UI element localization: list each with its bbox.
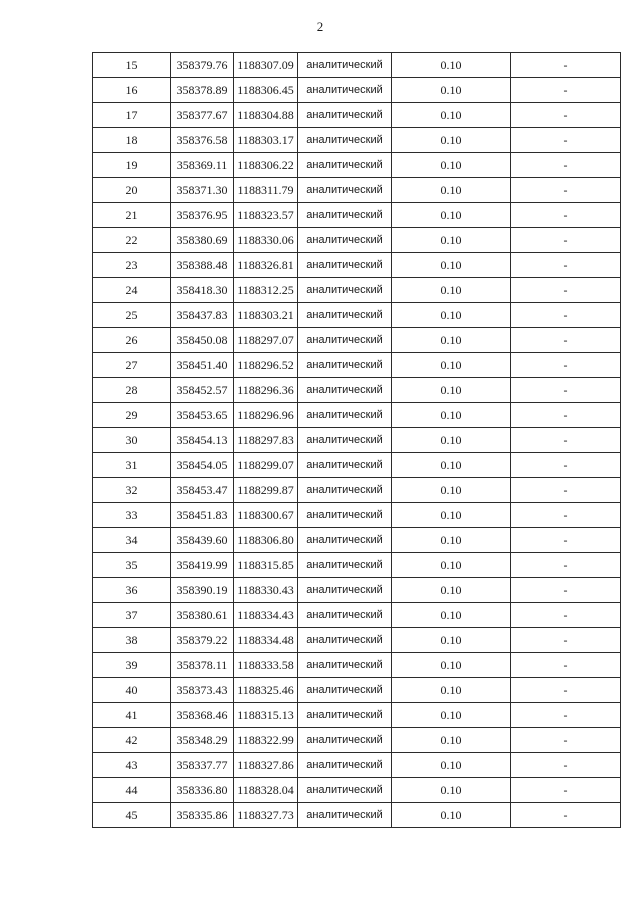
cell-coord-y: 1188315.13 xyxy=(234,703,298,728)
table-row xyxy=(93,728,621,753)
cell-method: аналитический xyxy=(298,403,392,428)
cell-coord-y: 1188330.43 xyxy=(234,578,298,603)
cell-coord-y: 1188307.09 xyxy=(234,53,298,78)
cell-coord-x: 358454.05 xyxy=(171,453,234,478)
cell-accuracy: 0.10 xyxy=(392,203,511,228)
cell-note: - xyxy=(511,703,621,728)
cell-method: аналитический xyxy=(298,603,392,628)
cell-method: аналитический xyxy=(298,553,392,578)
cell-note: - xyxy=(511,478,621,503)
cell-note: - xyxy=(511,78,621,103)
cell-accuracy: 0.10 xyxy=(392,178,511,203)
table-row xyxy=(93,153,621,178)
cell-accuracy: 0.10 xyxy=(392,678,511,703)
cell-point-number: 42 xyxy=(93,728,171,753)
cell-accuracy: 0.10 xyxy=(392,778,511,803)
table-row xyxy=(93,378,621,403)
cell-method: аналитический xyxy=(298,228,392,253)
cell-note: - xyxy=(511,128,621,153)
table-row xyxy=(93,428,621,453)
cell-coord-x: 358437.83 xyxy=(171,303,234,328)
cell-note: - xyxy=(511,228,621,253)
cell-coord-y: 1188299.87 xyxy=(234,478,298,503)
cell-note: - xyxy=(511,453,621,478)
cell-method: аналитический xyxy=(298,578,392,603)
cell-coord-x: 358377.67 xyxy=(171,103,234,128)
cell-point-number: 43 xyxy=(93,753,171,778)
cell-coord-y: 1188327.86 xyxy=(234,753,298,778)
table-row xyxy=(93,353,621,378)
cell-point-number: 15 xyxy=(93,53,171,78)
cell-note: - xyxy=(511,753,621,778)
cell-accuracy: 0.10 xyxy=(392,628,511,653)
cell-point-number: 21 xyxy=(93,203,171,228)
cell-coord-y: 1188334.48 xyxy=(234,628,298,653)
cell-coord-y: 1188306.22 xyxy=(234,153,298,178)
table-row xyxy=(93,53,621,78)
cell-note: - xyxy=(511,678,621,703)
cell-accuracy: 0.10 xyxy=(392,228,511,253)
cell-coord-x: 358439.60 xyxy=(171,528,234,553)
cell-accuracy: 0.10 xyxy=(392,128,511,153)
cell-coord-x: 358376.95 xyxy=(171,203,234,228)
table-row xyxy=(93,453,621,478)
table-row xyxy=(93,203,621,228)
cell-coord-y: 1188323.57 xyxy=(234,203,298,228)
table-row xyxy=(93,128,621,153)
cell-point-number: 27 xyxy=(93,353,171,378)
cell-coord-x: 358371.30 xyxy=(171,178,234,203)
cell-point-number: 29 xyxy=(93,403,171,428)
page-number: 2 xyxy=(316,19,324,34)
cell-coord-x: 358336.80 xyxy=(171,778,234,803)
cell-coord-x: 358376.58 xyxy=(171,128,234,153)
cell-note: - xyxy=(511,303,621,328)
cell-note: - xyxy=(511,428,621,453)
table-row xyxy=(93,328,621,353)
coordinates-table-body xyxy=(93,53,621,828)
cell-accuracy: 0.10 xyxy=(392,528,511,553)
cell-note: - xyxy=(511,528,621,553)
cell-coord-y: 1188327.73 xyxy=(234,803,298,828)
cell-point-number: 16 xyxy=(93,78,171,103)
cell-coord-x: 358379.76 xyxy=(171,53,234,78)
cell-note: - xyxy=(511,553,621,578)
table-row xyxy=(93,403,621,428)
cell-method: аналитический xyxy=(298,753,392,778)
cell-note: - xyxy=(511,53,621,78)
cell-note: - xyxy=(511,503,621,528)
cell-coord-x: 358379.22 xyxy=(171,628,234,653)
cell-coord-y: 1188297.07 xyxy=(234,328,298,353)
cell-coord-y: 1188296.36 xyxy=(234,378,298,403)
cell-method: аналитический xyxy=(298,528,392,553)
cell-point-number: 32 xyxy=(93,478,171,503)
cell-coord-x: 358368.46 xyxy=(171,703,234,728)
table-row xyxy=(93,278,621,303)
cell-coord-x: 358453.47 xyxy=(171,478,234,503)
cell-coord-y: 1188299.07 xyxy=(234,453,298,478)
cell-note: - xyxy=(511,253,621,278)
cell-point-number: 45 xyxy=(93,803,171,828)
cell-point-number: 19 xyxy=(93,153,171,178)
cell-method: аналитический xyxy=(298,703,392,728)
cell-coord-x: 358380.61 xyxy=(171,603,234,628)
cell-method: аналитический xyxy=(298,803,392,828)
cell-coord-y: 1188334.43 xyxy=(234,603,298,628)
cell-coord-y: 1188303.17 xyxy=(234,128,298,153)
cell-coord-x: 358348.29 xyxy=(171,728,234,753)
cell-method: аналитический xyxy=(298,178,392,203)
cell-accuracy: 0.10 xyxy=(392,503,511,528)
cell-note: - xyxy=(511,603,621,628)
cell-coord-x: 358451.40 xyxy=(171,353,234,378)
cell-note: - xyxy=(511,153,621,178)
cell-accuracy: 0.10 xyxy=(392,803,511,828)
cell-coord-y: 1188330.06 xyxy=(234,228,298,253)
cell-coord-x: 358369.11 xyxy=(171,153,234,178)
cell-coord-y: 1188297.83 xyxy=(234,428,298,453)
cell-coord-x: 358451.83 xyxy=(171,503,234,528)
cell-coord-x: 358378.89 xyxy=(171,78,234,103)
cell-method: аналитический xyxy=(298,678,392,703)
cell-coord-x: 358390.19 xyxy=(171,578,234,603)
cell-note: - xyxy=(511,278,621,303)
cell-coord-x: 358378.11 xyxy=(171,653,234,678)
cell-accuracy: 0.10 xyxy=(392,378,511,403)
cell-accuracy: 0.10 xyxy=(392,353,511,378)
table-row xyxy=(93,228,621,253)
cell-coord-x: 358388.48 xyxy=(171,253,234,278)
cell-method: аналитический xyxy=(298,53,392,78)
cell-coord-x: 358452.57 xyxy=(171,378,234,403)
cell-note: - xyxy=(511,378,621,403)
cell-note: - xyxy=(511,103,621,128)
cell-note: - xyxy=(511,328,621,353)
table-row xyxy=(93,578,621,603)
cell-point-number: 26 xyxy=(93,328,171,353)
table-row xyxy=(93,603,621,628)
cell-accuracy: 0.10 xyxy=(392,478,511,503)
table-row xyxy=(93,253,621,278)
cell-method: аналитический xyxy=(298,203,392,228)
cell-method: аналитический xyxy=(298,153,392,178)
cell-note: - xyxy=(511,353,621,378)
cell-coord-x: 358337.77 xyxy=(171,753,234,778)
cell-accuracy: 0.10 xyxy=(392,753,511,778)
cell-accuracy: 0.10 xyxy=(392,728,511,753)
cell-coord-y: 1188300.67 xyxy=(234,503,298,528)
cell-coord-y: 1188325.46 xyxy=(234,678,298,703)
cell-method: аналитический xyxy=(298,503,392,528)
cell-note: - xyxy=(511,628,621,653)
cell-accuracy: 0.10 xyxy=(392,253,511,278)
cell-accuracy: 0.10 xyxy=(392,603,511,628)
cell-point-number: 34 xyxy=(93,528,171,553)
cell-point-number: 44 xyxy=(93,778,171,803)
cell-accuracy: 0.10 xyxy=(392,578,511,603)
cell-note: - xyxy=(511,578,621,603)
table-row xyxy=(93,528,621,553)
cell-point-number: 31 xyxy=(93,453,171,478)
table-row xyxy=(93,553,621,578)
cell-method: аналитический xyxy=(298,478,392,503)
cell-coord-x: 358418.30 xyxy=(171,278,234,303)
cell-accuracy: 0.10 xyxy=(392,278,511,303)
cell-note: - xyxy=(511,803,621,828)
table-row xyxy=(93,703,621,728)
cell-coord-y: 1188322.99 xyxy=(234,728,298,753)
cell-point-number: 36 xyxy=(93,578,171,603)
cell-accuracy: 0.10 xyxy=(392,53,511,78)
cell-note: - xyxy=(511,728,621,753)
cell-accuracy: 0.10 xyxy=(392,653,511,678)
cell-coord-y: 1188296.52 xyxy=(234,353,298,378)
cell-point-number: 35 xyxy=(93,553,171,578)
cell-accuracy: 0.10 xyxy=(392,403,511,428)
table-row xyxy=(93,178,621,203)
cell-coord-y: 1188306.80 xyxy=(234,528,298,553)
cell-method: аналитический xyxy=(298,253,392,278)
cell-coord-y: 1188311.79 xyxy=(234,178,298,203)
cell-accuracy: 0.10 xyxy=(392,453,511,478)
cell-coord-y: 1188306.45 xyxy=(234,78,298,103)
cell-accuracy: 0.10 xyxy=(392,153,511,178)
table-row xyxy=(93,803,621,828)
cell-coord-y: 1188296.96 xyxy=(234,403,298,428)
table-row xyxy=(93,303,621,328)
cell-method: аналитический xyxy=(298,303,392,328)
cell-method: аналитический xyxy=(298,628,392,653)
cell-point-number: 38 xyxy=(93,628,171,653)
cell-coord-y: 1188333.58 xyxy=(234,653,298,678)
table-row xyxy=(93,478,621,503)
cell-method: аналитический xyxy=(298,653,392,678)
cell-coord-y: 1188326.81 xyxy=(234,253,298,278)
cell-method: аналитический xyxy=(298,453,392,478)
cell-accuracy: 0.10 xyxy=(392,553,511,578)
cell-coord-x: 358335.86 xyxy=(171,803,234,828)
cell-coord-y: 1188315.85 xyxy=(234,553,298,578)
cell-method: аналитический xyxy=(298,128,392,153)
cell-coord-y: 1188328.04 xyxy=(234,778,298,803)
cell-note: - xyxy=(511,178,621,203)
cell-method: аналитический xyxy=(298,78,392,103)
table-row xyxy=(93,653,621,678)
cell-point-number: 37 xyxy=(93,603,171,628)
cell-note: - xyxy=(511,653,621,678)
cell-point-number: 18 xyxy=(93,128,171,153)
cell-coord-x: 358380.69 xyxy=(171,228,234,253)
cell-coord-y: 1188312.25 xyxy=(234,278,298,303)
cell-point-number: 41 xyxy=(93,703,171,728)
cell-method: аналитический xyxy=(298,728,392,753)
cell-accuracy: 0.10 xyxy=(392,303,511,328)
cell-coord-y: 1188304.88 xyxy=(234,103,298,128)
cell-method: аналитический xyxy=(298,778,392,803)
table-row xyxy=(93,503,621,528)
cell-accuracy: 0.10 xyxy=(392,78,511,103)
cell-coord-x: 358453.65 xyxy=(171,403,234,428)
cell-method: аналитический xyxy=(298,328,392,353)
cell-method: аналитический xyxy=(298,103,392,128)
cell-point-number: 40 xyxy=(93,678,171,703)
cell-accuracy: 0.10 xyxy=(392,103,511,128)
cell-method: аналитический xyxy=(298,353,392,378)
cell-point-number: 33 xyxy=(93,503,171,528)
cell-note: - xyxy=(511,778,621,803)
cell-point-number: 39 xyxy=(93,653,171,678)
cell-coord-x: 358373.43 xyxy=(171,678,234,703)
table-row xyxy=(93,628,621,653)
cell-note: - xyxy=(511,203,621,228)
cell-coord-y: 1188303.21 xyxy=(234,303,298,328)
cell-note: - xyxy=(511,403,621,428)
cell-accuracy: 0.10 xyxy=(392,328,511,353)
cell-accuracy: 0.10 xyxy=(392,428,511,453)
table-row xyxy=(93,78,621,103)
cell-point-number: 25 xyxy=(93,303,171,328)
cell-point-number: 24 xyxy=(93,278,171,303)
cell-point-number: 28 xyxy=(93,378,171,403)
table-row xyxy=(93,753,621,778)
cell-method: аналитический xyxy=(298,428,392,453)
cell-coord-x: 358450.08 xyxy=(171,328,234,353)
cell-coord-x: 358454.13 xyxy=(171,428,234,453)
cell-method: аналитический xyxy=(298,378,392,403)
table-row xyxy=(93,678,621,703)
cell-coord-x: 358419.99 xyxy=(171,553,234,578)
cell-point-number: 30 xyxy=(93,428,171,453)
coordinates-table xyxy=(92,52,621,828)
cell-point-number: 23 xyxy=(93,253,171,278)
cell-point-number: 17 xyxy=(93,103,171,128)
cell-method: аналитический xyxy=(298,278,392,303)
cell-accuracy: 0.10 xyxy=(392,703,511,728)
table-row xyxy=(93,103,621,128)
table-row xyxy=(93,778,621,803)
cell-point-number: 20 xyxy=(93,178,171,203)
cell-point-number: 22 xyxy=(93,228,171,253)
